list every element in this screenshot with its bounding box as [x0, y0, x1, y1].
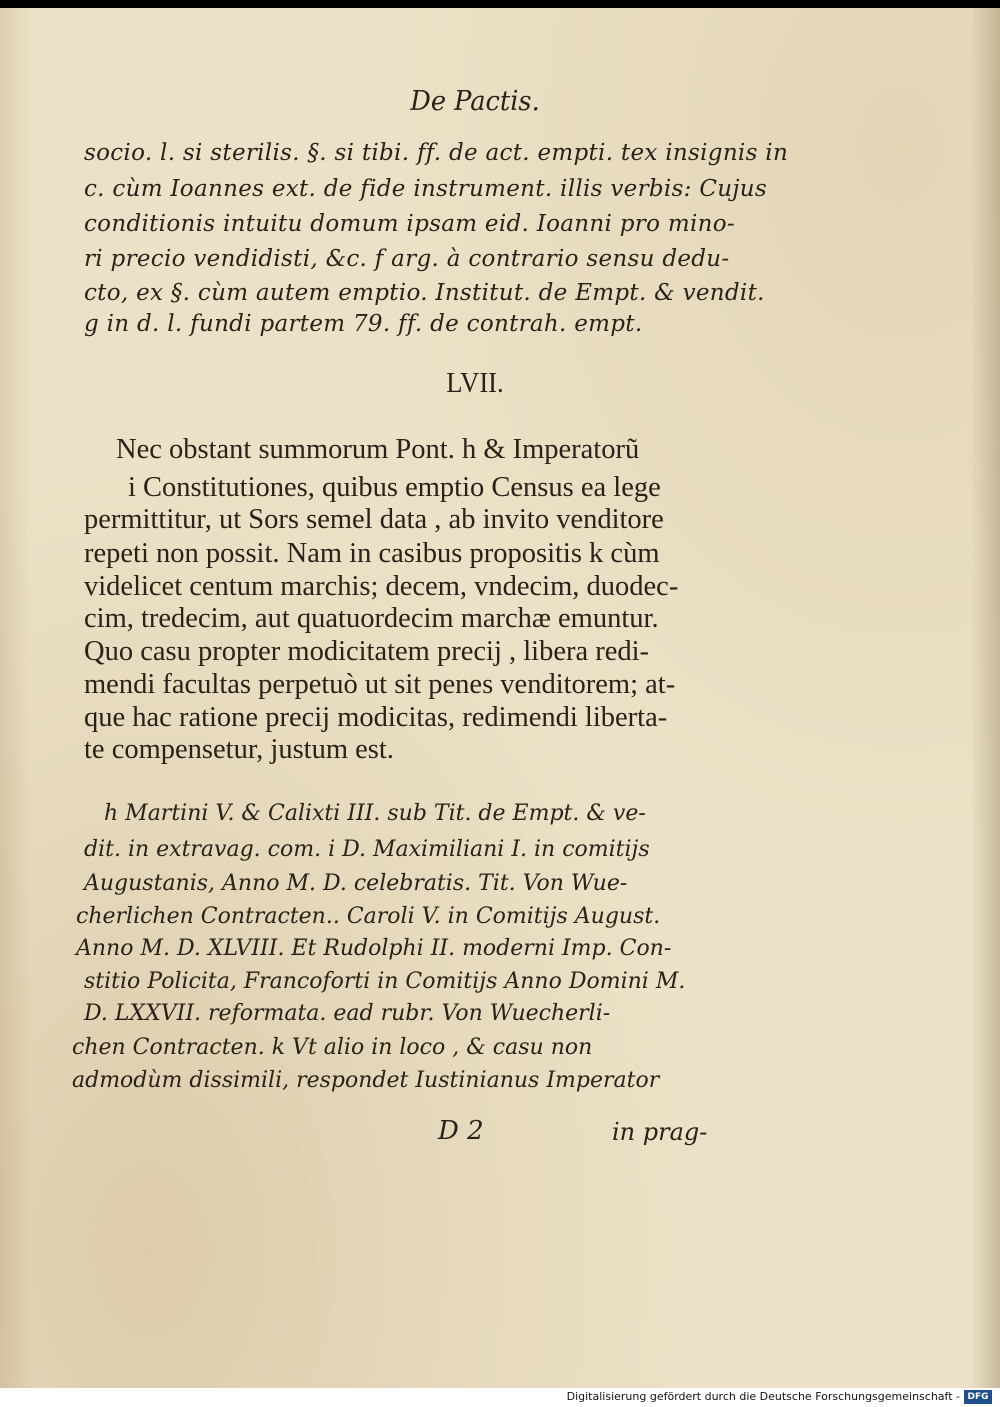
text-line: cto, ex §. cùm autem emptio. Institut. de Empt. & vendit.	[84, 280, 765, 306]
text-line: permittitur, ut Sors semel data , ab invito venditore	[84, 504, 664, 535]
text-line: conditionis intuitu domum ipsam eid. Ioanni pro mino-	[84, 211, 735, 237]
signature-mark: D 2	[438, 1116, 484, 1146]
text-line: ri precio vendidisti, &c. f arg. à contrario sensu dedu-	[84, 246, 730, 272]
text-line: socio. l. si sterilis. §. si tibi. ff. de act. empti. tex insignis in	[84, 140, 789, 166]
digitization-notice: Digitalisierung gefördert durch die Deutsche Forschungsgemeinschaft -	[566, 1390, 960, 1403]
running-header: De Pactis.	[410, 86, 540, 117]
text-line: c. cùm Ioannes ext. de fide instrument. illis verbis: Cujus	[84, 176, 767, 202]
section-number: LVII.	[446, 368, 504, 399]
note-line: h Martini V. & Calixti III. sub Tit. de Empt. & ve-	[104, 801, 646, 826]
text-line: g in d. l. fundi partem 79. ff. de contrah. empt.	[84, 311, 643, 337]
text-line: mendi facultas perpetuò ut sit penes venditorem; at-	[84, 669, 676, 700]
text-line: repeti non possit. Nam in casibus propositis k cùm	[84, 538, 660, 569]
note-line: Anno M. D. XLVIII. Et Rudolphi II. moderni Imp. Con-	[76, 936, 672, 961]
text-line: videlicet centum marchis; decem, vndecim, duodec-	[84, 571, 679, 602]
note-line: dit. in extravag. com. i D. Maximiliani I. in comitijs	[84, 837, 650, 862]
catchword: in prag-	[612, 1118, 708, 1146]
book-page	[0, 8, 1000, 1388]
text-line: cim, tredecim, aut quatuordecim marchæ emuntur.	[84, 603, 659, 634]
note-line: cherlichen Contracten.. Caroli V. in Comitijs August.	[76, 904, 661, 929]
text-line: Quo casu propter modicitatem precij , libera redi-	[84, 636, 650, 667]
text-line: te compensetur, justum est.	[84, 734, 394, 765]
note-line: stitio Policita, Francoforti in Comitijs Anno Domini M.	[84, 969, 686, 994]
note-line: Augustanis, Anno M. D. celebratis. Tit. Von Wue-	[84, 871, 628, 896]
text-line: i Constitutiones, quibus emptio Census ea lege	[128, 472, 661, 503]
digitization-footer	[0, 1388, 1000, 1407]
dfg-logo-icon: DFG	[964, 1390, 992, 1404]
note-line: admodùm dissimili, respondet Iustinianus Imperator	[72, 1068, 660, 1093]
note-line: chen Contracten. k Vt alio in loco , & casu non	[72, 1035, 593, 1060]
text-line: Nec obstant summorum Pont. h & Imperatorũ	[116, 434, 640, 465]
text-line: que hac ratione precij modicitas, redimendi liberta-	[84, 702, 668, 733]
note-line: D. LXXVII. reformata. ead rubr. Von Wuecherli-	[84, 1001, 611, 1026]
